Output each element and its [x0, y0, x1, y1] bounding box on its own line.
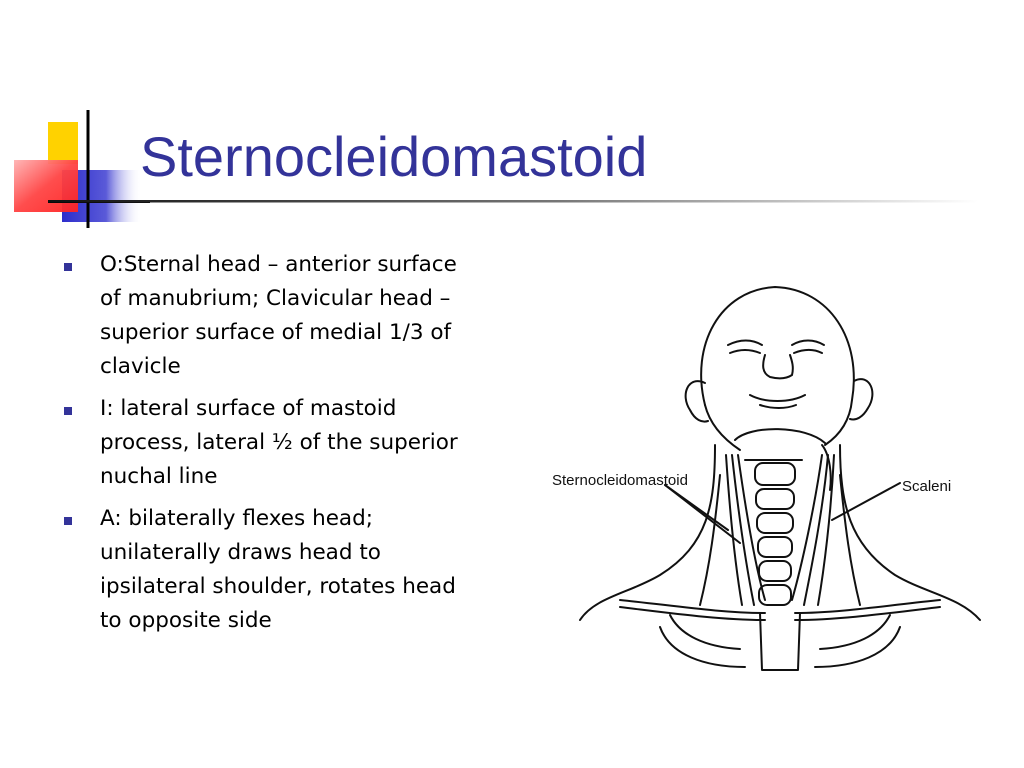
bullet-list [60, 248, 460, 646]
title-ornament-icon [0, 100, 150, 230]
label-sternocleidomastoid: Sternocleidomastoid [552, 472, 688, 489]
title-divider [48, 200, 978, 204]
bullet-action [60, 502, 460, 638]
bullet-text: O:Sternal head – anterior surface of manubrium; Clavicular head – superior surface of medial 1/3 of clavicle [100, 252, 457, 379]
bullet-text: A: bilaterally flexes head; unilaterally draws head to ipsilateral shoulder, rotates head to opposite side [100, 506, 456, 633]
bullet-square-icon [64, 263, 72, 271]
bullet-insertion [60, 392, 460, 494]
bullet-text: I: lateral surface of mastoid process, lateral ½ of the superior nuchal line [100, 396, 458, 489]
neck-anatomy-illustration [540, 275, 1000, 685]
bullet-square-icon [64, 407, 72, 415]
bullet-square-icon [64, 517, 72, 525]
label-scaleni: Scaleni [902, 478, 952, 495]
slide-title: Sternocleidomastoid [140, 125, 648, 188]
bullet-origin [60, 248, 460, 384]
